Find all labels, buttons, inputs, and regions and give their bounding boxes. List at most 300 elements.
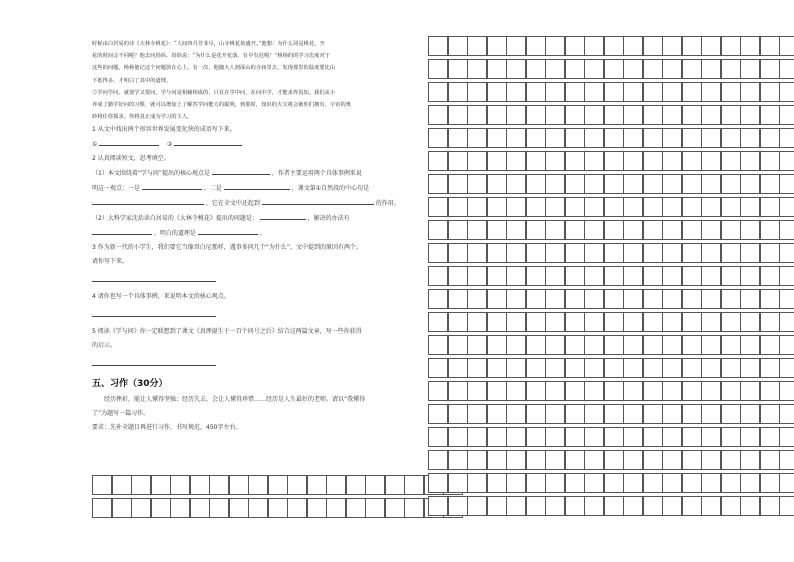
grid-cell[interactable] xyxy=(682,335,702,355)
grid-cell[interactable] xyxy=(779,335,794,355)
grid-cell[interactable] xyxy=(545,450,565,470)
answer-blank[interactable] xyxy=(99,137,159,146)
answer-blank[interactable] xyxy=(198,226,258,235)
grid-cell[interactable] xyxy=(721,289,741,309)
answer-blank[interactable] xyxy=(212,166,270,175)
grid-cell[interactable] xyxy=(448,128,468,148)
grid-cell[interactable] xyxy=(623,358,643,378)
grid-cell[interactable] xyxy=(662,36,682,56)
grid-cell[interactable] xyxy=(584,289,604,309)
grid-cell[interactable] xyxy=(740,404,760,424)
grid-cell[interactable] xyxy=(487,82,507,102)
grid-cell[interactable] xyxy=(604,220,624,240)
grid-cell[interactable] xyxy=(487,174,507,194)
grid-cell[interactable] xyxy=(506,243,526,263)
grid-cell[interactable] xyxy=(662,427,682,447)
grid-cell[interactable] xyxy=(448,473,468,493)
grid-cell[interactable] xyxy=(346,498,366,518)
grid-cell[interactable] xyxy=(467,243,487,263)
grid-cell[interactable] xyxy=(448,36,468,56)
grid-cell[interactable] xyxy=(404,475,424,495)
grid-cell[interactable] xyxy=(779,197,794,217)
grid-cell[interactable] xyxy=(779,36,794,56)
grid-cell[interactable] xyxy=(248,475,268,495)
grid-cell[interactable] xyxy=(545,473,565,493)
grid-cell[interactable] xyxy=(428,312,448,332)
grid-cell[interactable] xyxy=(487,197,507,217)
grid-cell[interactable] xyxy=(326,475,346,495)
grid-cell[interactable] xyxy=(682,105,702,125)
answer-line[interactable] xyxy=(92,304,216,317)
grid-cell[interactable] xyxy=(623,427,643,447)
grid-cell[interactable] xyxy=(467,404,487,424)
grid-cell[interactable] xyxy=(584,105,604,125)
grid-cell[interactable] xyxy=(721,220,741,240)
grid-cell[interactable] xyxy=(662,381,682,401)
grid-cell[interactable] xyxy=(506,381,526,401)
grid-cell[interactable] xyxy=(740,266,760,286)
grid-cell[interactable] xyxy=(584,427,604,447)
grid-cell[interactable] xyxy=(584,197,604,217)
grid-cell[interactable] xyxy=(623,128,643,148)
grid-cell[interactable] xyxy=(721,36,741,56)
grid-cell[interactable] xyxy=(467,312,487,332)
grid-cell[interactable] xyxy=(643,174,663,194)
grid-cell[interactable] xyxy=(643,59,663,79)
grid-cell[interactable] xyxy=(740,450,760,470)
grid-cell[interactable] xyxy=(662,105,682,125)
grid-cell[interactable] xyxy=(643,128,663,148)
grid-cell[interactable] xyxy=(779,312,794,332)
grid-cell[interactable] xyxy=(701,289,721,309)
grid-cell[interactable] xyxy=(760,220,780,240)
grid-cell[interactable] xyxy=(487,289,507,309)
grid-cell[interactable] xyxy=(623,59,643,79)
grid-cell[interactable] xyxy=(467,36,487,56)
grid-cell[interactable] xyxy=(506,128,526,148)
grid-cell[interactable] xyxy=(662,496,682,516)
grid-cell[interactable] xyxy=(487,59,507,79)
grid-cell[interactable] xyxy=(701,128,721,148)
grid-cell[interactable] xyxy=(760,473,780,493)
grid-cell[interactable] xyxy=(779,381,794,401)
grid-cell[interactable] xyxy=(190,475,210,495)
grid-cell[interactable] xyxy=(428,427,448,447)
grid-cell[interactable] xyxy=(760,151,780,171)
grid-cell[interactable] xyxy=(682,174,702,194)
grid-cell[interactable] xyxy=(131,475,151,495)
grid-cell[interactable] xyxy=(487,496,507,516)
grid-cell[interactable] xyxy=(346,475,366,495)
grid-cell[interactable] xyxy=(248,498,268,518)
grid-cell[interactable] xyxy=(604,358,624,378)
answer-blank[interactable] xyxy=(260,211,306,220)
grid-cell[interactable] xyxy=(307,498,327,518)
grid-cell[interactable] xyxy=(584,128,604,148)
grid-cell[interactable] xyxy=(604,82,624,102)
grid-cell[interactable] xyxy=(779,450,794,470)
grid-cell[interactable] xyxy=(428,220,448,240)
grid-cell[interactable] xyxy=(287,475,307,495)
grid-cell[interactable] xyxy=(721,335,741,355)
grid-cell[interactable] xyxy=(526,243,546,263)
grid-cell[interactable] xyxy=(584,82,604,102)
answer-blank[interactable] xyxy=(224,181,290,190)
grid-cell[interactable] xyxy=(623,82,643,102)
grid-cell[interactable] xyxy=(721,174,741,194)
grid-cell[interactable] xyxy=(467,174,487,194)
grid-cell[interactable] xyxy=(467,266,487,286)
grid-cell[interactable] xyxy=(565,174,585,194)
grid-cell[interactable] xyxy=(701,174,721,194)
grid-cell[interactable] xyxy=(662,450,682,470)
grid-cell[interactable] xyxy=(701,220,721,240)
grid-cell[interactable] xyxy=(448,59,468,79)
grid-cell[interactable] xyxy=(779,128,794,148)
grid-cell[interactable] xyxy=(623,473,643,493)
grid-cell[interactable] xyxy=(740,358,760,378)
grid-cell[interactable] xyxy=(545,197,565,217)
grid-cell[interactable] xyxy=(643,381,663,401)
grid-cell[interactable] xyxy=(526,404,546,424)
grid-cell[interactable] xyxy=(526,151,546,171)
grid-cell[interactable] xyxy=(268,498,288,518)
grid-cell[interactable] xyxy=(760,36,780,56)
grid-cell[interactable] xyxy=(701,151,721,171)
grid-cell[interactable] xyxy=(721,312,741,332)
grid-cell[interactable] xyxy=(740,128,760,148)
grid-cell[interactable] xyxy=(467,450,487,470)
grid-cell[interactable] xyxy=(467,82,487,102)
grid-cell[interactable] xyxy=(545,105,565,125)
grid-cell[interactable] xyxy=(682,82,702,102)
grid-cell[interactable] xyxy=(662,266,682,286)
grid-cell[interactable] xyxy=(643,105,663,125)
grid-cell[interactable] xyxy=(584,404,604,424)
grid-cell[interactable] xyxy=(701,59,721,79)
grid-cell[interactable] xyxy=(623,105,643,125)
grid-cell[interactable] xyxy=(760,358,780,378)
grid-cell[interactable] xyxy=(365,498,385,518)
grid-cell[interactable] xyxy=(112,475,132,495)
grid-cell[interactable] xyxy=(326,498,346,518)
grid-cell[interactable] xyxy=(467,151,487,171)
grid-cell[interactable] xyxy=(623,151,643,171)
grid-cell[interactable] xyxy=(662,82,682,102)
grid-cell[interactable] xyxy=(448,312,468,332)
grid-cell[interactable] xyxy=(760,128,780,148)
grid-cell[interactable] xyxy=(721,450,741,470)
grid-cell[interactable] xyxy=(662,151,682,171)
grid-cell[interactable] xyxy=(526,105,546,125)
grid-cell[interactable] xyxy=(779,220,794,240)
grid-cell[interactable] xyxy=(428,381,448,401)
grid-cell[interactable] xyxy=(740,335,760,355)
grid-cell[interactable] xyxy=(721,151,741,171)
grid-cell[interactable] xyxy=(721,496,741,516)
grid-cell[interactable] xyxy=(448,105,468,125)
grid-cell[interactable] xyxy=(701,105,721,125)
grid-cell[interactable] xyxy=(506,312,526,332)
grid-cell[interactable] xyxy=(584,312,604,332)
grid-cell[interactable] xyxy=(506,496,526,516)
grid-cell[interactable] xyxy=(760,496,780,516)
grid-cell[interactable] xyxy=(151,475,171,495)
grid-cell[interactable] xyxy=(623,335,643,355)
grid-cell[interactable] xyxy=(565,335,585,355)
grid-cell[interactable] xyxy=(643,473,663,493)
grid-cell[interactable] xyxy=(131,498,151,518)
grid-cell[interactable] xyxy=(604,151,624,171)
grid-cell[interactable] xyxy=(467,197,487,217)
grid-cell[interactable] xyxy=(682,381,702,401)
grid-cell[interactable] xyxy=(623,243,643,263)
grid-cell[interactable] xyxy=(448,220,468,240)
grid-cell[interactable] xyxy=(565,427,585,447)
grid-cell[interactable] xyxy=(448,335,468,355)
grid-cell[interactable] xyxy=(623,312,643,332)
grid-cell[interactable] xyxy=(604,404,624,424)
grid-cell[interactable] xyxy=(662,128,682,148)
grid-cell[interactable] xyxy=(682,427,702,447)
grid-cell[interactable] xyxy=(487,128,507,148)
grid-cell[interactable] xyxy=(545,496,565,516)
grid-cell[interactable] xyxy=(623,174,643,194)
grid-cell[interactable] xyxy=(604,59,624,79)
grid-cell[interactable] xyxy=(428,59,448,79)
grid-cell[interactable] xyxy=(604,335,624,355)
grid-cell[interactable] xyxy=(643,82,663,102)
grid-cell[interactable] xyxy=(779,174,794,194)
grid-cell[interactable] xyxy=(682,496,702,516)
grid-cell[interactable] xyxy=(740,381,760,401)
grid-cell[interactable] xyxy=(760,404,780,424)
grid-cell[interactable] xyxy=(604,381,624,401)
grid-cell[interactable] xyxy=(662,473,682,493)
grid-cell[interactable] xyxy=(623,496,643,516)
grid-cell[interactable] xyxy=(526,82,546,102)
grid-cell[interactable] xyxy=(545,59,565,79)
grid-cell[interactable] xyxy=(604,450,624,470)
grid-cell[interactable] xyxy=(721,243,741,263)
grid-cell[interactable] xyxy=(487,220,507,240)
grid-cell[interactable] xyxy=(760,174,780,194)
grid-cell[interactable] xyxy=(682,289,702,309)
grid-cell[interactable] xyxy=(526,197,546,217)
grid-cell[interactable] xyxy=(584,151,604,171)
grid-cell[interactable] xyxy=(487,312,507,332)
grid-cell[interactable] xyxy=(682,59,702,79)
grid-cell[interactable] xyxy=(604,174,624,194)
grid-cell[interactable] xyxy=(506,197,526,217)
grid-cell[interactable] xyxy=(545,128,565,148)
grid-cell[interactable] xyxy=(643,289,663,309)
grid-cell[interactable] xyxy=(506,427,526,447)
grid-cell[interactable] xyxy=(428,151,448,171)
grid-cell[interactable] xyxy=(565,381,585,401)
grid-cell[interactable] xyxy=(545,36,565,56)
grid-cell[interactable] xyxy=(643,266,663,286)
grid-cell[interactable] xyxy=(487,473,507,493)
grid-cell[interactable] xyxy=(682,128,702,148)
grid-cell[interactable] xyxy=(565,450,585,470)
grid-cell[interactable] xyxy=(584,381,604,401)
grid-cell[interactable] xyxy=(526,473,546,493)
grid-cell[interactable] xyxy=(506,473,526,493)
grid-cell[interactable] xyxy=(623,197,643,217)
grid-cell[interactable] xyxy=(565,82,585,102)
grid-cell[interactable] xyxy=(721,381,741,401)
grid-cell[interactable] xyxy=(448,427,468,447)
grid-cell[interactable] xyxy=(448,289,468,309)
grid-cell[interactable] xyxy=(151,498,171,518)
grid-cell[interactable] xyxy=(428,105,448,125)
grid-cell[interactable] xyxy=(448,450,468,470)
grid-cell[interactable] xyxy=(584,266,604,286)
grid-cell[interactable] xyxy=(701,404,721,424)
grid-cell[interactable] xyxy=(545,427,565,447)
grid-cell[interactable] xyxy=(404,498,424,518)
grid-cell[interactable] xyxy=(584,335,604,355)
grid-cell[interactable] xyxy=(526,174,546,194)
grid-cell[interactable] xyxy=(779,243,794,263)
grid-cell[interactable] xyxy=(740,427,760,447)
grid-cell[interactable] xyxy=(545,335,565,355)
grid-cell[interactable] xyxy=(740,289,760,309)
grid-cell[interactable] xyxy=(428,128,448,148)
grid-cell[interactable] xyxy=(448,404,468,424)
grid-cell[interactable] xyxy=(584,473,604,493)
grid-cell[interactable] xyxy=(701,496,721,516)
grid-cell[interactable] xyxy=(604,36,624,56)
grid-cell[interactable] xyxy=(487,381,507,401)
grid-cell[interactable] xyxy=(92,498,112,518)
grid-cell[interactable] xyxy=(428,36,448,56)
answer-blank[interactable] xyxy=(174,137,242,146)
grid-cell[interactable] xyxy=(428,335,448,355)
grid-cell[interactable] xyxy=(779,404,794,424)
grid-cell[interactable] xyxy=(740,174,760,194)
grid-cell[interactable] xyxy=(740,220,760,240)
grid-cell[interactable] xyxy=(682,220,702,240)
grid-cell[interactable] xyxy=(721,59,741,79)
grid-cell[interactable] xyxy=(565,289,585,309)
grid-cell[interactable] xyxy=(662,312,682,332)
grid-cell[interactable] xyxy=(526,59,546,79)
grid-cell[interactable] xyxy=(604,427,624,447)
grid-cell[interactable] xyxy=(682,450,702,470)
grid-cell[interactable] xyxy=(287,498,307,518)
grid-cell[interactable] xyxy=(760,105,780,125)
grid-cell[interactable] xyxy=(545,220,565,240)
grid-cell[interactable] xyxy=(545,243,565,263)
grid-cell[interactable] xyxy=(662,289,682,309)
grid-cell[interactable] xyxy=(604,312,624,332)
grid-cell[interactable] xyxy=(623,381,643,401)
grid-cell[interactable] xyxy=(701,266,721,286)
grid-cell[interactable] xyxy=(526,335,546,355)
grid-cell[interactable] xyxy=(385,475,405,495)
grid-cell[interactable] xyxy=(506,266,526,286)
grid-cell[interactable] xyxy=(623,266,643,286)
grid-cell[interactable] xyxy=(760,289,780,309)
grid-cell[interactable] xyxy=(92,475,112,495)
grid-cell[interactable] xyxy=(448,496,468,516)
answer-blank[interactable] xyxy=(142,181,202,190)
grid-cell[interactable] xyxy=(428,289,448,309)
grid-cell[interactable] xyxy=(682,36,702,56)
grid-cell[interactable] xyxy=(565,312,585,332)
grid-cell[interactable] xyxy=(487,358,507,378)
grid-cell[interactable] xyxy=(428,197,448,217)
grid-cell[interactable] xyxy=(721,427,741,447)
grid-cell[interactable] xyxy=(682,404,702,424)
grid-cell[interactable] xyxy=(565,358,585,378)
grid-cell[interactable] xyxy=(526,312,546,332)
grid-cell[interactable] xyxy=(721,404,741,424)
grid-cell[interactable] xyxy=(506,59,526,79)
grid-cell[interactable] xyxy=(662,243,682,263)
grid-cell[interactable] xyxy=(740,496,760,516)
grid-cell[interactable] xyxy=(662,59,682,79)
grid-cell[interactable] xyxy=(584,496,604,516)
grid-cell[interactable] xyxy=(604,128,624,148)
grid-cell[interactable] xyxy=(682,266,702,286)
grid-cell[interactable] xyxy=(662,358,682,378)
grid-cell[interactable] xyxy=(506,450,526,470)
grid-cell[interactable] xyxy=(682,243,702,263)
grid-cell[interactable] xyxy=(760,243,780,263)
grid-cell[interactable] xyxy=(584,36,604,56)
answer-line[interactable] xyxy=(92,353,216,366)
grid-cell[interactable] xyxy=(487,151,507,171)
grid-cell[interactable] xyxy=(545,312,565,332)
grid-cell[interactable] xyxy=(623,289,643,309)
grid-cell[interactable] xyxy=(506,404,526,424)
grid-cell[interactable] xyxy=(740,473,760,493)
grid-cell[interactable] xyxy=(701,197,721,217)
grid-cell[interactable] xyxy=(565,151,585,171)
grid-cell[interactable] xyxy=(467,381,487,401)
grid-cell[interactable] xyxy=(506,36,526,56)
grid-cell[interactable] xyxy=(701,450,721,470)
grid-cell[interactable] xyxy=(526,128,546,148)
grid-cell[interactable] xyxy=(682,151,702,171)
grid-cell[interactable] xyxy=(565,496,585,516)
grid-cell[interactable] xyxy=(682,312,702,332)
grid-cell[interactable] xyxy=(209,498,229,518)
grid-cell[interactable] xyxy=(584,450,604,470)
grid-cell[interactable] xyxy=(643,450,663,470)
grid-cell[interactable] xyxy=(170,498,190,518)
grid-cell[interactable] xyxy=(643,151,663,171)
grid-cell[interactable] xyxy=(526,427,546,447)
grid-cell[interactable] xyxy=(428,473,448,493)
grid-cell[interactable] xyxy=(740,59,760,79)
grid-cell[interactable] xyxy=(526,358,546,378)
grid-cell[interactable] xyxy=(760,59,780,79)
grid-cell[interactable] xyxy=(779,266,794,286)
grid-cell[interactable] xyxy=(779,82,794,102)
grid-cell[interactable] xyxy=(584,220,604,240)
grid-cell[interactable] xyxy=(604,105,624,125)
grid-cell[interactable] xyxy=(467,427,487,447)
grid-cell[interactable] xyxy=(268,475,288,495)
grid-cell[interactable] xyxy=(682,358,702,378)
grid-cell[interactable] xyxy=(506,289,526,309)
grid-cell[interactable] xyxy=(760,381,780,401)
grid-cell[interactable] xyxy=(545,358,565,378)
